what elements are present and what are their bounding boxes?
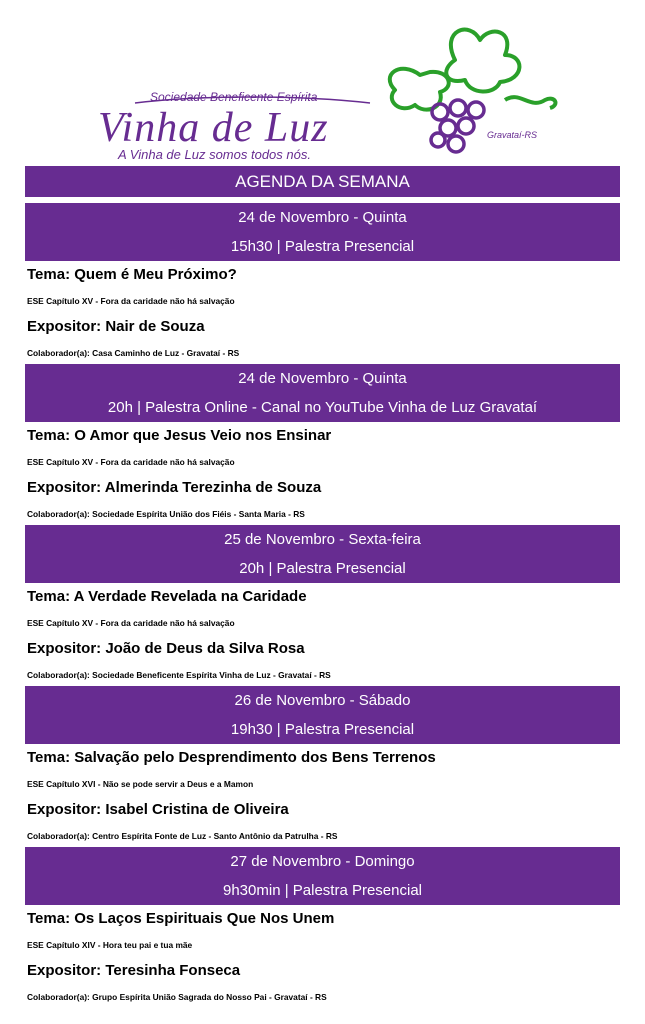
slogan: A Vinha de Luz somos todos nós. xyxy=(118,147,311,162)
event-colaborador: Colaborador(a): Sociedade Beneficente Espírita Vinha de Luz - Gravataí - RS xyxy=(27,670,331,680)
event-date: 26 de Novembro - Sábado xyxy=(234,692,411,709)
event-header xyxy=(25,525,620,583)
event-colaborador: Colaborador(a): Grupo Espírita União Sagrada do Nosso Pai - Gravataí - RS xyxy=(27,992,327,1002)
event-tema: Tema: Salvação pelo Desprendimento dos Bens Terrenos xyxy=(27,749,436,766)
event-session: 20h | Palestra Online - Canal no YouTube Vinha de Luz Gravataí xyxy=(107,399,538,416)
event-tema: Tema: A Verdade Revelada na Caridade xyxy=(27,588,307,605)
event-tema: Tema: O Amor que Jesus Veio nos Ensinar xyxy=(27,427,332,444)
logo xyxy=(0,0,645,168)
event-session: 20h | Palestra Presencial xyxy=(239,560,406,577)
event-expositor: Expositor: Teresinha Fonseca xyxy=(27,962,241,979)
event-colaborador: Colaborador(a): Casa Caminho de Luz - Gravataí - RS xyxy=(27,348,240,358)
org-name: Sociedade Beneficente Espírita xyxy=(150,90,318,104)
event-header xyxy=(25,686,620,744)
event-date: 24 de Novembro - Quinta xyxy=(238,209,407,226)
event-header xyxy=(25,364,620,422)
event-session: 15h30 | Palestra Presencial xyxy=(230,238,415,255)
location: Gravataí-RS xyxy=(487,130,538,140)
event-ese: ESE Capítulo XV - Fora da caridade não há salvação xyxy=(27,457,235,467)
event-expositor: Expositor: João de Deus da Silva Rosa xyxy=(27,640,305,657)
logo-title: Vinha de Luz xyxy=(98,105,329,151)
event-date: 25 de Novembro - Sexta-feira xyxy=(224,531,421,548)
agenda-title: AGENDA DA SEMANA xyxy=(25,166,620,197)
event-header xyxy=(25,203,620,261)
event-colaborador: Colaborador(a): Centro Espírita Fonte de Luz - Santo Antônio da Patrulha - RS xyxy=(27,831,338,841)
event-session: 9h30min | Palestra Presencial xyxy=(223,882,422,899)
event-session: 19h30 | Palestra Presencial xyxy=(230,721,415,738)
event-ese: ESE Capítulo XVI - Não se pode servir a Deus e a Mamon xyxy=(27,779,254,789)
event-expositor: Expositor: Isabel Cristina de Oliveira xyxy=(27,801,289,818)
event-ese: ESE Capítulo XIV - Hora teu pai e tua mãe xyxy=(27,940,193,950)
event-colaborador: Colaborador(a): Sociedade Espírita União dos Fiéis - Santa Maria - RS xyxy=(27,509,305,519)
event-ese: ESE Capítulo XV - Fora da caridade não há salvação xyxy=(27,296,235,306)
event-expositor: Expositor: Nair de Souza xyxy=(27,318,205,335)
event-expositor: Expositor: Almerinda Terezinha de Souza xyxy=(27,479,322,496)
event-date: 27 de Novembro - Domingo xyxy=(230,853,415,870)
event-header xyxy=(25,847,620,905)
event-tema: Tema: Os Laços Espirituais Que Nos Unem xyxy=(27,910,335,927)
event-tema: Tema: Quem é Meu Próximo? xyxy=(27,266,237,283)
event-ese: ESE Capítulo XV - Fora da caridade não há salvação xyxy=(27,618,235,628)
event-date: 24 de Novembro - Quinta xyxy=(238,370,407,387)
